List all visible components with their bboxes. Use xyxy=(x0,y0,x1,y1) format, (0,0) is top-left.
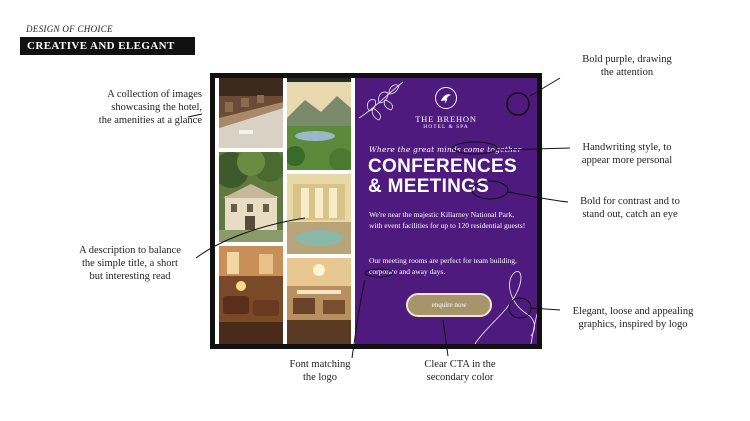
pointer-line-description xyxy=(196,218,305,258)
note-purple: Bold purple, drawing the attention xyxy=(582,54,672,78)
pointer-line-cta xyxy=(443,320,448,356)
brand-subtitle: HOTEL & SPA xyxy=(423,124,469,130)
enquire-now-button[interactable]: enquire now xyxy=(406,293,492,317)
section-subtitle: DESIGN OF CHOICE xyxy=(26,24,113,34)
pointer-circle-font xyxy=(365,269,393,277)
note-graphics: Elegant, loose and appealing graphics, inspired by logo xyxy=(572,306,694,330)
brand-name: THE BREHON xyxy=(415,114,477,124)
note-description: A description to balance the simple title, a short but interesting read xyxy=(79,245,181,282)
note-font: Font matching the logo xyxy=(289,359,351,383)
note-cta: Clear CTA in the secondary color xyxy=(424,359,496,383)
pointer-line-purple xyxy=(530,78,560,96)
pointer-circle-bold xyxy=(472,181,508,199)
pointer-line-images xyxy=(188,114,202,117)
title-line-1: CONFERENCES xyxy=(368,156,517,177)
tagline-handwriting: Where the great minds come together xyxy=(369,145,522,154)
note-handwriting: Handwriting style, to appear more personal xyxy=(581,142,673,166)
description-paragraph-1: We're near the majestic Killarney National Park, with event facilities for up to 120 residential guests! xyxy=(369,210,526,230)
note-bold: Bold for contrast and to stand out, catch an eye xyxy=(580,196,680,220)
pointer-line-graphics xyxy=(531,308,560,310)
pointer-line-handwriting xyxy=(497,148,570,150)
description-paragraph-2: Our meeting rooms are perfect for team building, corporate and away days. xyxy=(369,256,517,276)
title-line-2: & MEETINGS xyxy=(368,176,490,197)
pointer-circle-purple xyxy=(507,93,529,115)
pointer-circle-graphics xyxy=(509,298,531,318)
pointer-circle-handwriting xyxy=(453,142,497,154)
pointer-line-bold xyxy=(508,192,568,202)
pointer-line-font xyxy=(352,280,365,358)
note-images: A collection of images showcasing the hotel, the amenities at a glance xyxy=(98,89,202,126)
section-title: CREATIVE AND ELEGANT xyxy=(27,40,175,52)
